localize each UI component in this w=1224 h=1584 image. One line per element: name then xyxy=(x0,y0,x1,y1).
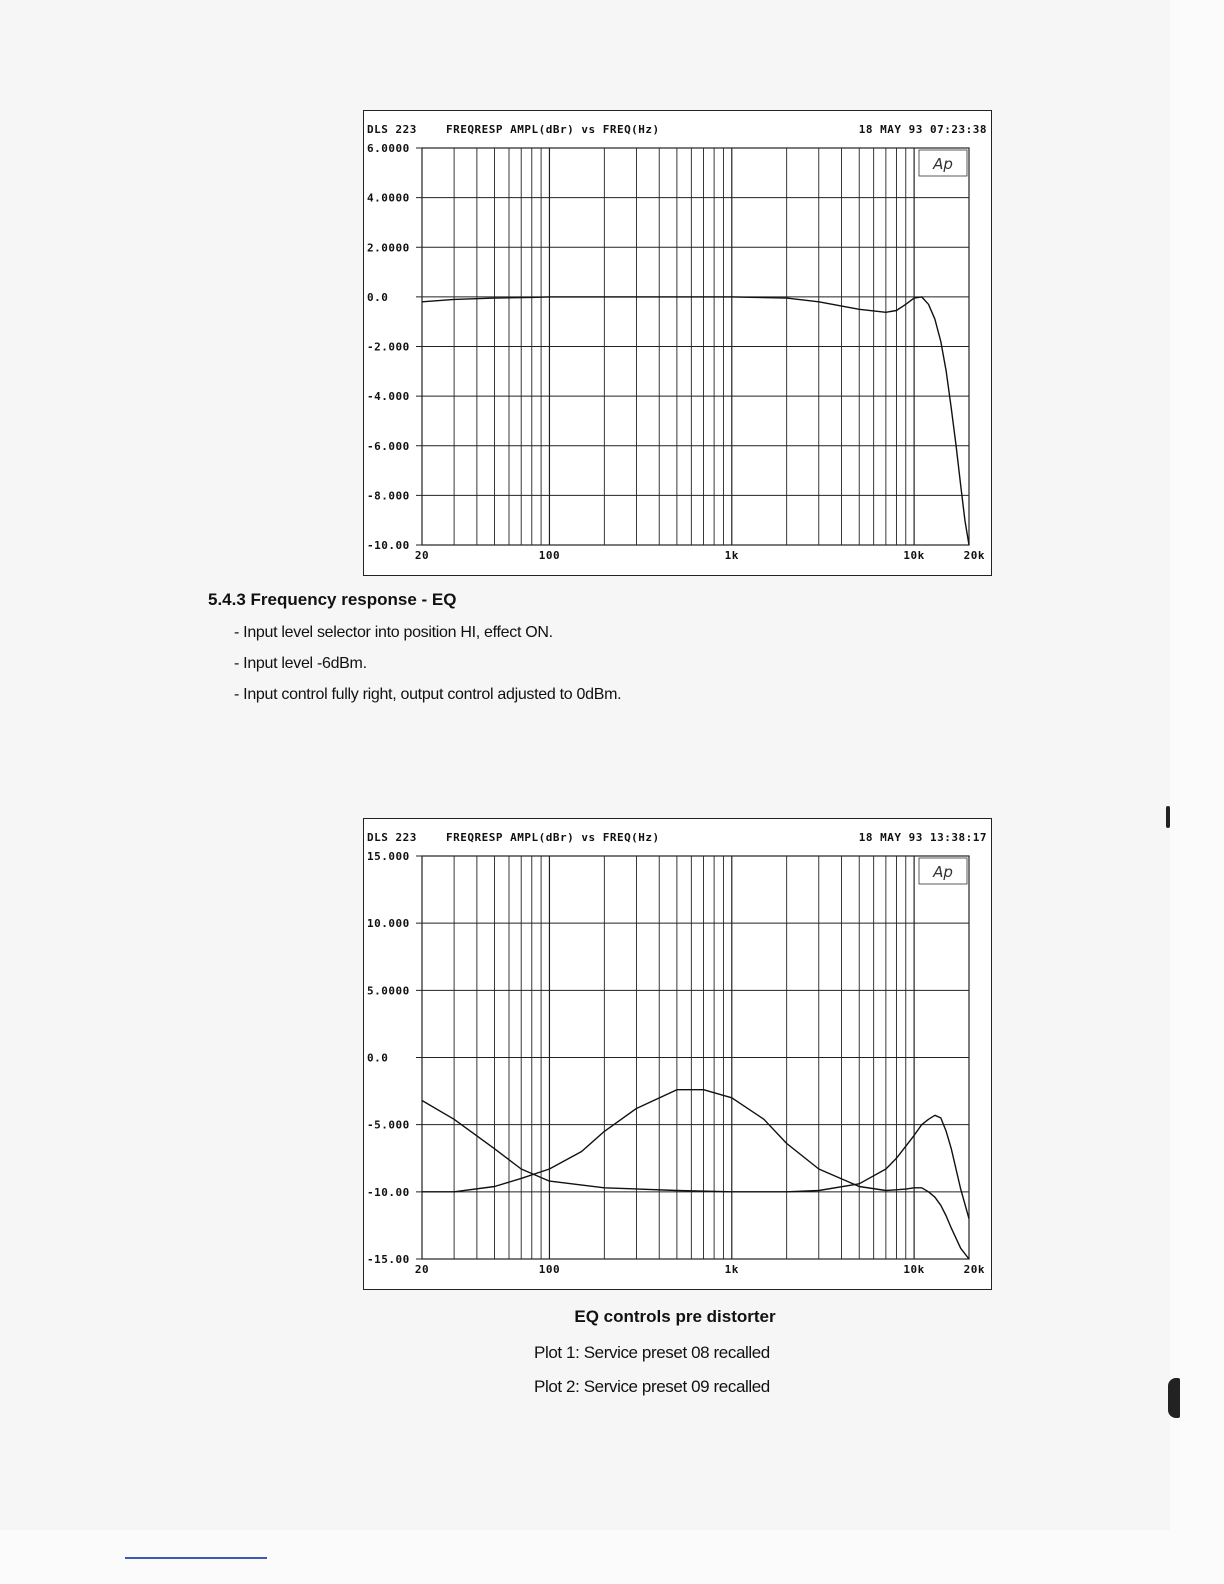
instruction-item: - Input level selector into position HI, effect ON. xyxy=(234,624,553,641)
footer-rule xyxy=(125,1557,267,1559)
chart1-xtick-label: 10k xyxy=(903,549,925,562)
chart2-ytick-label: 5.0000 xyxy=(367,984,410,998)
chart2-header-left: DLS 223 xyxy=(367,831,417,844)
chart2-xtick-label: 10k xyxy=(903,1263,925,1276)
chart2-ytick-label: -10.00 xyxy=(367,1185,410,1199)
chart1-ytick-label: -6.000 xyxy=(367,439,410,453)
chart1-ytick-label: -4.000 xyxy=(367,390,410,404)
chart2-xtick-label: 20k xyxy=(963,1263,985,1276)
chart1-xtick-label: 20k xyxy=(963,549,985,562)
chart1-header-title: FREQRESP AMPL(dBr) vs FREQ(Hz) xyxy=(446,123,660,136)
chart1-ytick-label: -8.000 xyxy=(367,489,410,503)
caption-title: EQ controls pre distorter xyxy=(574,1307,776,1326)
scan-edge-mark xyxy=(1168,1378,1180,1418)
caption-line: Plot 1: Service preset 08 recalled xyxy=(534,1343,770,1362)
chart1-ytick-label: -10.00 xyxy=(367,539,410,552)
frequency-response-chart-2 xyxy=(363,818,992,1290)
frequency-response-chart-1 xyxy=(363,110,992,576)
instruction-item: - Input control fully right, output control adjusted to 0dBm. xyxy=(234,686,622,703)
chart2-xtick-label: 100 xyxy=(538,1263,561,1276)
chart1-ytick-label: 2.0000 xyxy=(367,241,410,255)
chart1-series-line xyxy=(422,297,969,545)
chart1-header-left: DLS 223 xyxy=(367,123,417,136)
chart1-xtick-label: 100 xyxy=(538,549,561,562)
chart2-ytick-label: -15.00 xyxy=(367,1253,410,1266)
chart1-logo: Ap xyxy=(933,155,953,173)
chart2-ytick-label: -5.000 xyxy=(367,1118,410,1132)
chart2-xtick-label: 20 xyxy=(414,1263,430,1276)
scan-edge-mark xyxy=(1166,806,1170,828)
caption-line: Plot 2: Service preset 09 recalled xyxy=(534,1377,770,1396)
chart2-ytick-label: 0.0 xyxy=(367,1051,389,1065)
instruction-item: - Input level -6dBm. xyxy=(234,655,367,672)
chart2-header-right: 18 MAY 93 13:38:17 xyxy=(858,831,987,844)
chart2-series-line xyxy=(422,1101,969,1219)
chart1-ytick-label: -2.000 xyxy=(367,340,410,354)
chart1-xtick-label: 1k xyxy=(724,549,739,562)
chart-2-canvas xyxy=(364,819,991,1289)
chart2-logo: Ap xyxy=(933,863,953,881)
section-heading: 5.4.3 Frequency response - EQ xyxy=(208,590,457,609)
chart2-header-title: FREQRESP AMPL(dBr) vs FREQ(Hz) xyxy=(446,831,660,844)
chart2-series-line xyxy=(422,1090,969,1259)
chart-1-canvas xyxy=(364,111,991,575)
chart1-ytick-label: 4.0000 xyxy=(367,191,410,205)
chart1-header-right: 18 MAY 93 07:23:38 xyxy=(858,123,987,136)
chart1-xtick-label: 20 xyxy=(414,549,430,562)
chart2-ytick-label: 15.000 xyxy=(367,850,410,863)
chart2-ytick-label: 10.000 xyxy=(367,917,410,931)
chart1-ytick-label: 0.0 xyxy=(367,290,389,304)
chart2-xtick-label: 1k xyxy=(724,1263,739,1276)
chart1-ytick-label: 6.0000 xyxy=(367,142,410,155)
